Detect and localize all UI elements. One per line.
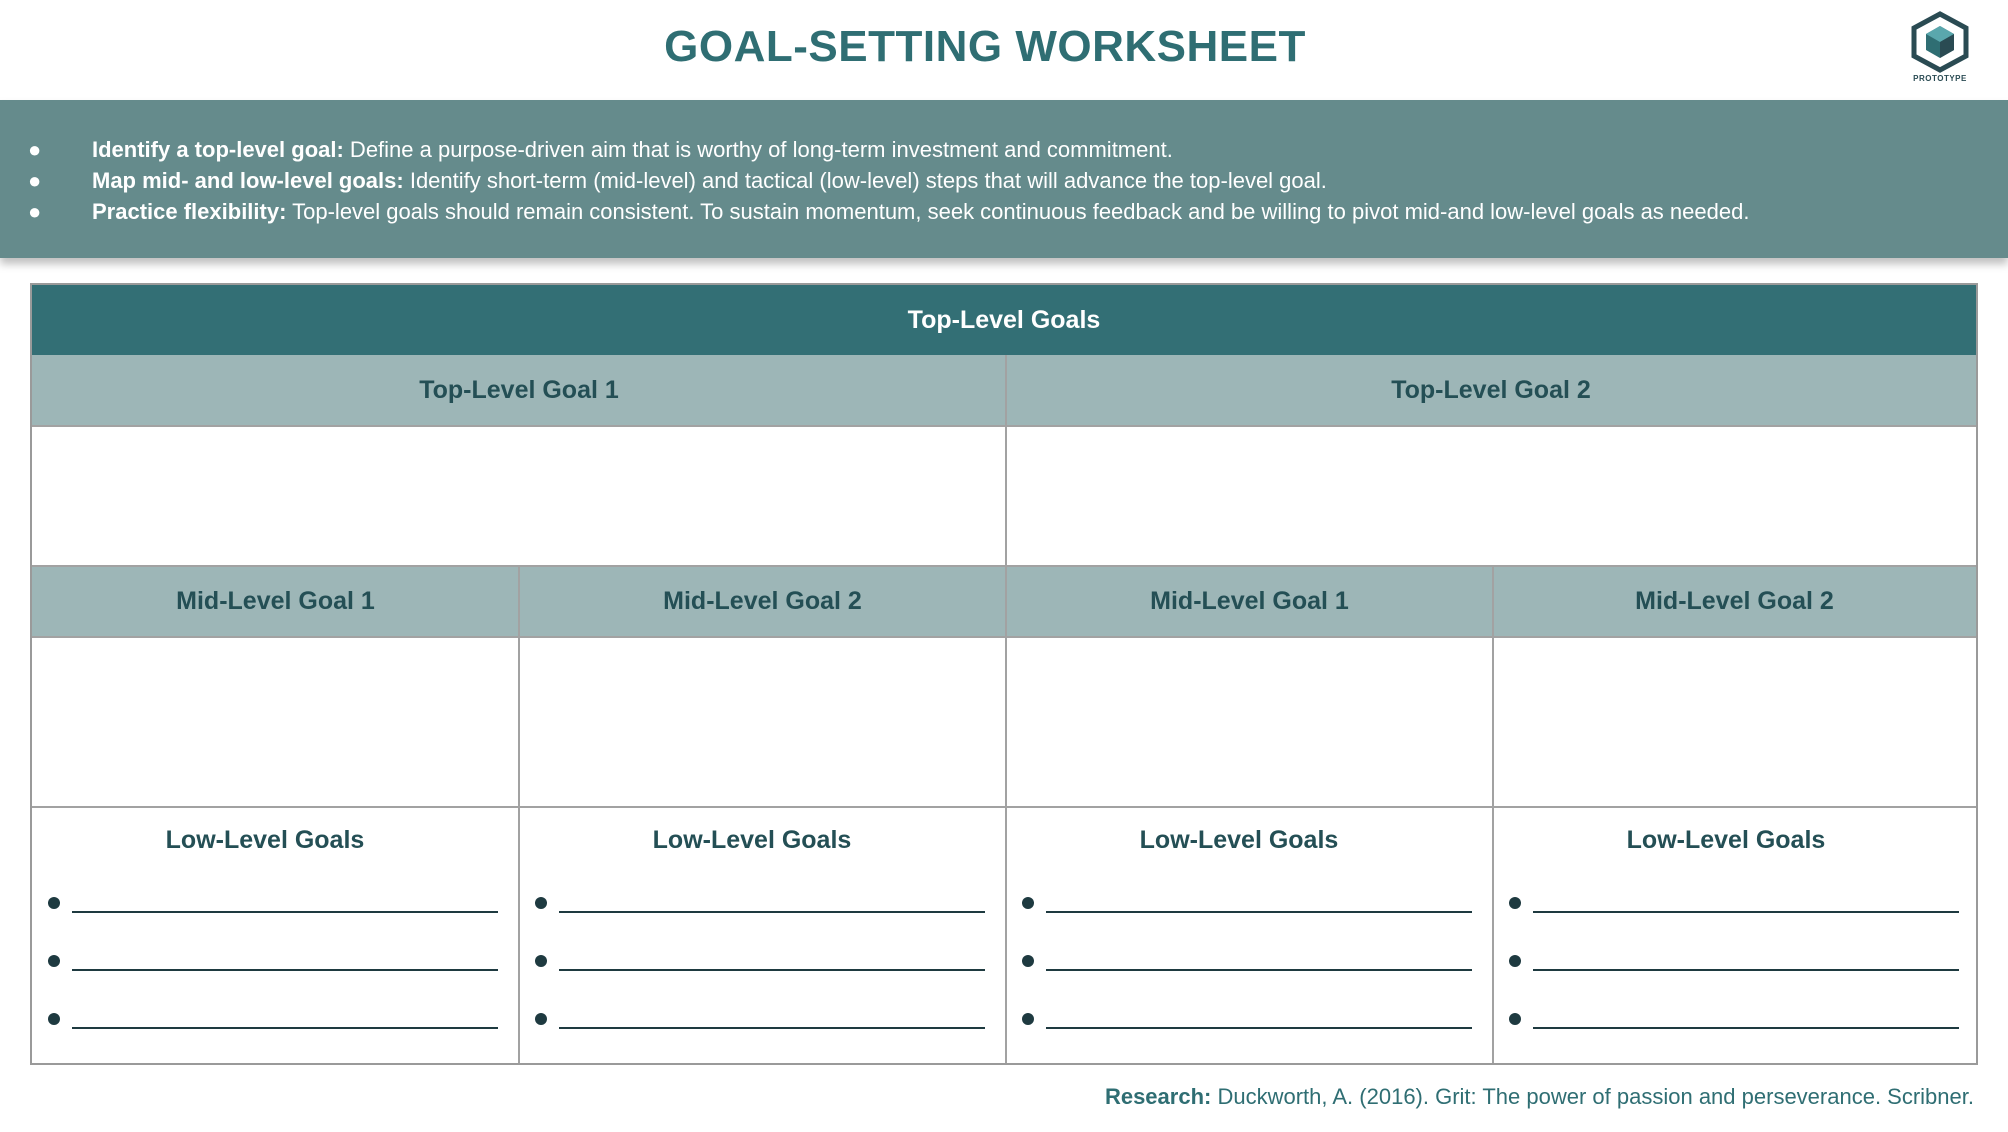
divider (32, 425, 1976, 427)
divider (518, 566, 520, 1063)
mid-level-goal-entry[interactable] (519, 637, 1006, 807)
bullet-icon: ● (28, 199, 42, 224)
instruction-text: Identify short-term (mid-level) and tactical (low-level) steps that will advance the top-level goal. (403, 168, 1327, 193)
mid-level-goal-header: Mid-Level Goal 2 (519, 566, 1006, 637)
divider (32, 806, 1976, 808)
bullet-icon (1509, 1013, 1521, 1025)
divider (1492, 566, 1494, 1063)
blank-line (559, 911, 985, 913)
instruction-text: Top-level goals should remain consistent. To sustain momentum, seek continuous feedback and be willing to pivot mid-and low-level goals as needed. (286, 199, 1750, 224)
page-title: GOAL-SETTING WORKSHEET (664, 22, 1306, 71)
top-level-goal-1-entry[interactable] (32, 426, 1006, 566)
bullet-icon: ● (28, 168, 42, 193)
instruction-item (28, 134, 1988, 165)
blank-line (1533, 969, 1959, 971)
mid-level-goal-header: Mid-Level Goal 1 (32, 566, 519, 637)
blank-line (72, 911, 498, 913)
blank-line (559, 1027, 985, 1029)
low-level-goals-title: Low-Level Goals (165, 826, 365, 854)
divider (32, 565, 1976, 567)
instruction-bold: Identify a top-level goal: (92, 137, 344, 162)
bullet-icon (1022, 1013, 1034, 1025)
divider (1005, 355, 1007, 1063)
citation-label: Research: (1104, 1084, 1212, 1109)
instruction-bold: Map mid- and low-level goals: (92, 168, 404, 193)
instructions-list (28, 134, 1988, 227)
mid-level-goal-entry[interactable] (1493, 637, 1976, 807)
instruction-item (28, 196, 1988, 227)
instruction-bold: Practice flexibility: (92, 199, 287, 224)
low-level-goals-title: Low-Level Goals (1626, 826, 1826, 854)
divider (32, 636, 1976, 638)
instruction-item (28, 165, 1988, 196)
bullet-icon (535, 955, 547, 967)
low-level-goals-title: Low-Level Goals (1139, 826, 1339, 854)
bullet-icon (535, 897, 547, 909)
blank-line (1533, 911, 1959, 913)
mid-level-goal-entry[interactable] (1006, 637, 1493, 807)
logo-text: PROTOTYPE (1913, 74, 1967, 83)
hexagon-logo-icon (1904, 10, 1976, 74)
blank-line (1533, 1027, 1959, 1029)
bullet-icon (48, 955, 60, 967)
prototype-logo (1904, 10, 1976, 90)
bullet-icon (535, 1013, 547, 1025)
blank-line (1046, 911, 1472, 913)
instruction-text: Define a purpose-driven aim that is worthy of long-term investment and commitment. (343, 137, 1173, 162)
bullet-icon (48, 1013, 60, 1025)
blank-line (72, 1027, 498, 1029)
instructions-band (0, 100, 2008, 258)
bullet-icon: ● (28, 137, 42, 162)
blank-line (1046, 969, 1472, 971)
research-citation (0, 1084, 1974, 1110)
top-level-goal-1-header: Top-Level Goal 1 (32, 355, 1006, 426)
mid-level-goal-header: Mid-Level Goal 2 (1493, 566, 1976, 637)
low-level-goals-title: Low-Level Goals (652, 826, 852, 854)
blank-line (559, 969, 985, 971)
top-level-goals-header: Top-Level Goals (32, 285, 1976, 355)
page-header (0, 0, 2008, 100)
blank-line (72, 969, 498, 971)
bullet-icon (1022, 897, 1034, 909)
bullet-icon (1022, 955, 1034, 967)
bullet-icon (1509, 955, 1521, 967)
mid-level-goal-header: Mid-Level Goal 1 (1006, 566, 1493, 637)
mid-level-goal-entry[interactable] (32, 637, 519, 807)
bullet-icon (48, 897, 60, 909)
top-level-goal-2-entry[interactable] (1006, 426, 1976, 566)
bullet-icon (1509, 897, 1521, 909)
blank-line (1046, 1027, 1472, 1029)
citation-text: Duckworth, A. (2016). Grit: The power of passion and perseverance. Scribner. (1211, 1084, 1974, 1109)
goals-table (30, 283, 1978, 1065)
top-level-goal-2-header: Top-Level Goal 2 (1006, 355, 1976, 426)
